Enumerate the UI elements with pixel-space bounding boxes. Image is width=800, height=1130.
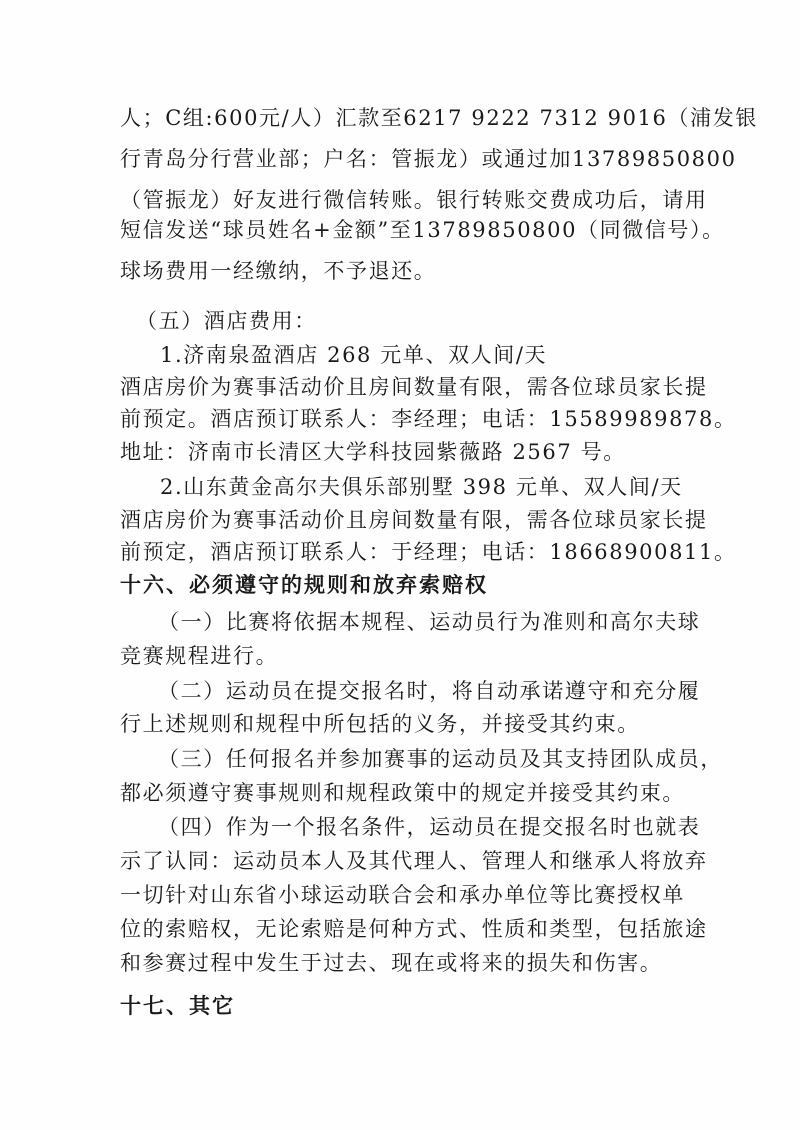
text-line: 酒店房价为赛事活动价且房间数量有限，需各位球员家长提 [120,508,708,532]
text-line: 人；C组:600元/人）汇款至6217 9222 7312 9016（浦发银 [120,106,758,130]
text-line: 短信发送“球员姓名+金额”至13789850800（同微信号）。 [120,218,725,242]
text-line: 地址：济南市长清区大学科技园紫薇路 2567 号。 [120,440,626,464]
section-heading: 十六、必须遵守的规则和放弃索赔权 [120,573,488,597]
paragraph-line: 示了认同：运动员本人及其代理人、管理人和继承人将放弃 [120,849,708,873]
text-line: 球场费用一经缴纳，不予退还。 [120,259,437,283]
list-item: 1.济南泉盈酒店 268 元单、双人间/天 [160,343,548,367]
paragraph-line: 和参赛过程中发生于过去、现在或将来的损失和伤害。 [120,951,663,975]
paragraph-line: （二）运动员在提交报名时，将自动承诺遵守和充分履 [158,679,701,703]
paragraph-line: （三）任何报名并参加赛事的运动员及其支持团队成员， [158,747,723,771]
text-line: （管振龙）好友进行微信转账。银行转账交费成功后，请用 [120,188,708,212]
text-line: 行青岛分行营业部；户名：管振龙）或通过加13789850800 [120,147,737,171]
section-heading: 十七、其它 [120,994,235,1018]
paragraph-line: 竞赛规程进行。 [120,644,279,668]
paragraph-line: 位的索赔权，无论索赔是何种方式、性质和类型，包括旅途 [120,917,708,941]
paragraph-line: 都必须遵守赛事规则和规程政策中的规定并接受其约束。 [120,781,685,805]
section-subheading: （五）酒店费用： [136,309,317,333]
text-line: 前预定。酒店预订联系人：李经理；电话：15589989878。 [120,407,737,431]
paragraph-line: 行上述规则和规程中所包括的义务，并接受其约束。 [120,712,640,736]
list-item: 2.山东黄金高尔夫俱乐部别墅 398 元单、双人间/天 [160,475,683,499]
paragraph-line: 一切针对山东省小球运动联合会和承办单位等比赛授权单 [120,883,685,907]
text-line: 酒店房价为赛事活动价且房间数量有限，需各位球员家长提 [120,375,708,399]
text-line: 前预定，酒店预订联系人：于经理；电话：18668900811。 [120,540,737,564]
paragraph-line: （一）比赛将依据本规程、运动员行为准则和高尔夫球 [158,610,701,634]
paragraph-line: （四）作为一个报名条件，运动员在提交报名时也就表 [158,815,701,839]
